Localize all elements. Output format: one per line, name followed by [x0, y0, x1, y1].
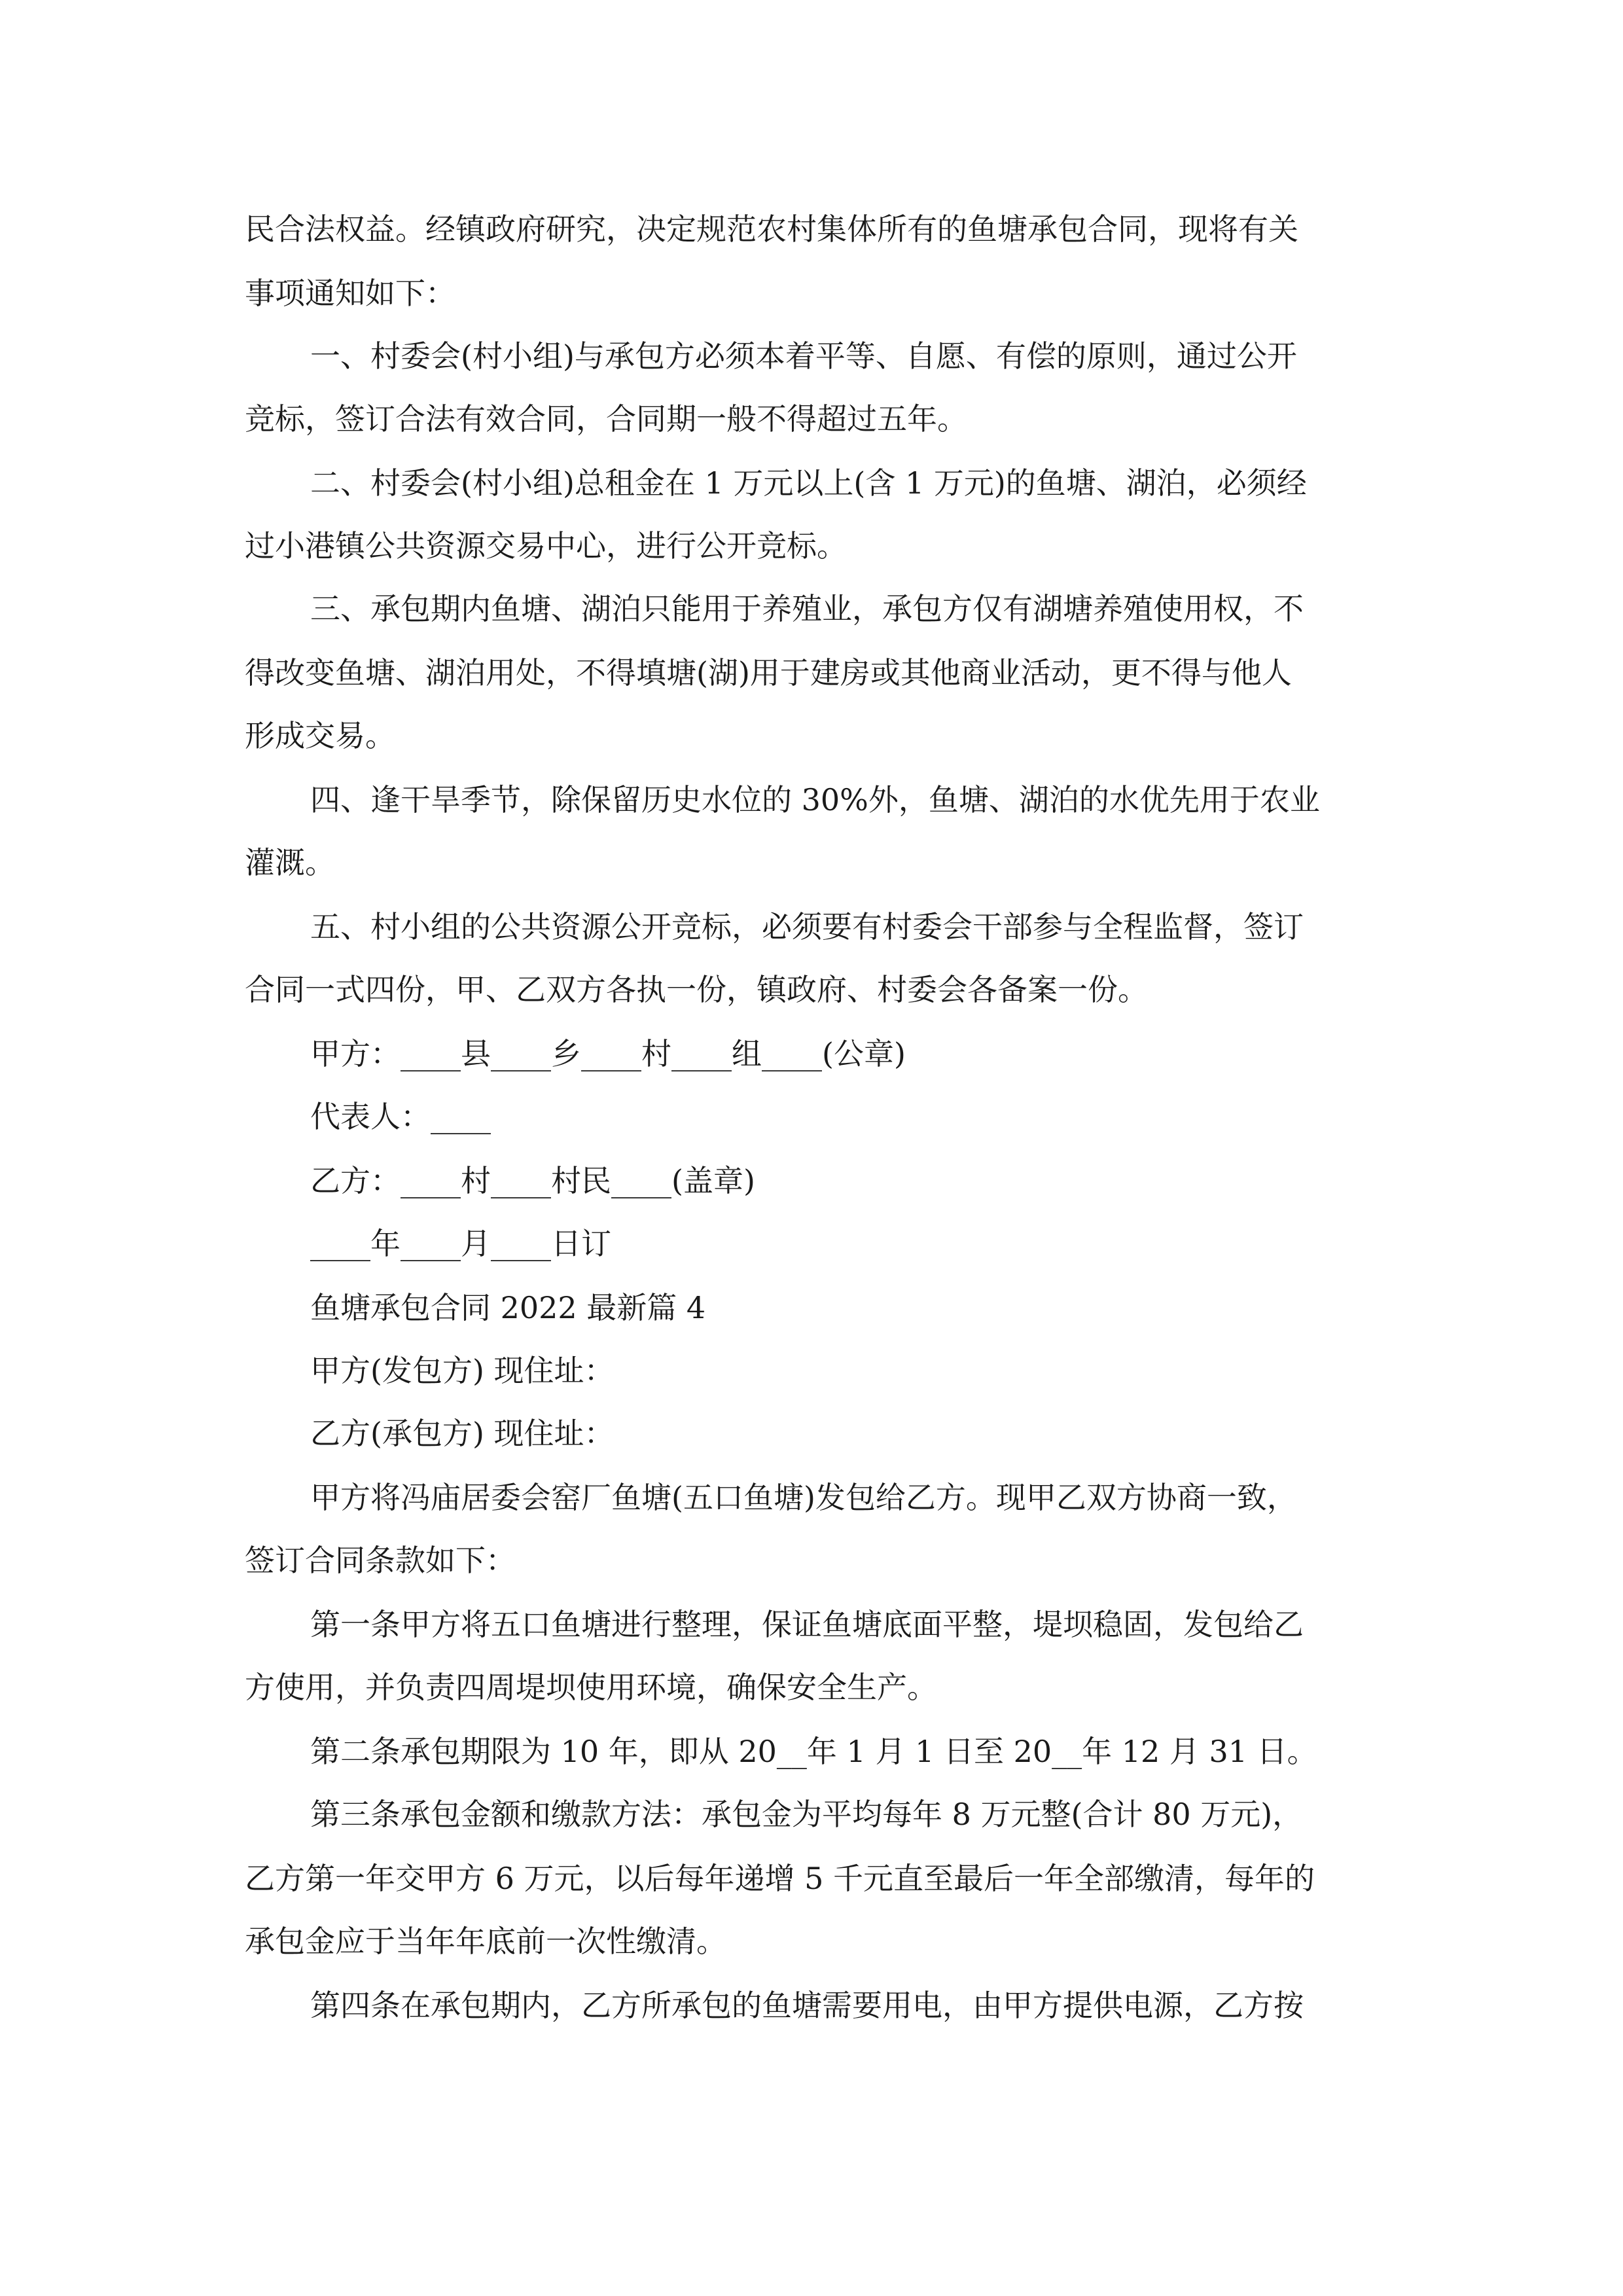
signature-date: ____年____月____日订: [310, 1226, 611, 1261]
text-line: 竞标，签订合法有效合同，合同期一般不得超过五年。: [245, 401, 967, 437]
text-line: 事项通知如下：: [245, 276, 455, 311]
section-title: 鱼塘承包合同 2022 最新篇 4: [310, 1290, 706, 1325]
signature-party-a: 甲方：____县____乡____村____组____(公章): [310, 1036, 906, 1071]
text-line: 乙方第一年交甲方 6 万元，以后每年递增 5 千元直至最后一年全部缴清，每年的: [245, 1861, 1315, 1896]
text-line: 二、村委会(村小组)总租金在 1 万元以上(含 1 万元)的鱼塘、湖泊，必须经: [310, 465, 1307, 501]
text-line: 乙方(承包方) 现住址：: [310, 1416, 615, 1451]
text-line: 第二条承包期限为 10 年，即从 20__年 1 月 1 日至 20__年 12 月 31 日。: [310, 1734, 1317, 1769]
text-line: 签订合同条款如下：: [245, 1543, 516, 1578]
text-line: 合同一式四份，甲、乙双方各执一份，镇政府、村委会各备案一份。: [245, 972, 1148, 1007]
text-line: 五、村小组的公共资源公开竞标，必须要有村委会干部参与全程监督，签订: [310, 909, 1304, 944]
text-line: 一、村委会(村小组)与承包方必须本着平等、自愿、有偿的原则，通过公开: [310, 338, 1297, 374]
signature-party-b: 乙方：____村____村民____(盖章): [310, 1163, 755, 1198]
text-line: 承包金应于当年年底前一次性缴清。: [245, 1924, 726, 1959]
text-line: 灌溉。: [245, 845, 335, 880]
text-line: 甲方将冯庙居委会窑厂鱼塘(五口鱼塘)发包给乙方。现甲乙双方协商一致，: [310, 1480, 1297, 1515]
text-line: 民合法权益。经镇政府研究，决定规范农村集体所有的鱼塘承包合同，现将有关: [245, 211, 1298, 247]
text-line: 得改变鱼塘、湖泊用处，不得填塘(湖)用于建房或其他商业活动，更不得与他人: [245, 655, 1292, 691]
signature-representative: 代表人：____: [310, 1099, 491, 1134]
text-line: 第三条承包金额和缴款方法：承包金为平均每年 8 万元整(合计 80 万元)，: [310, 1797, 1303, 1832]
text-line: 形成交易。: [245, 718, 395, 753]
text-line: 过小港镇公共资源交易中心，进行公开竞标。: [245, 528, 847, 564]
text-line: 第四条在承包期内，乙方所承包的鱼塘需要用电，由甲方提供电源，乙方按: [310, 1988, 1304, 2023]
text-line: 三、承包期内鱼塘、湖泊只能用于养殖业，承包方仅有湖塘养殖使用权，不: [310, 591, 1304, 626]
text-line: 甲方(发包方) 现住址：: [310, 1353, 615, 1388]
text-line: 四、逢干旱季节，除保留历史水位的 30%外，鱼塘、湖泊的水优先用于农业: [310, 782, 1320, 817]
text-line: 第一条甲方将五口鱼塘进行整理，保证鱼塘底面平整，堤坝稳固，发包给乙: [310, 1607, 1304, 1642]
text-line: 方使用，并负责四周堤坝使用环境，确保安全生产。: [245, 1670, 937, 1705]
